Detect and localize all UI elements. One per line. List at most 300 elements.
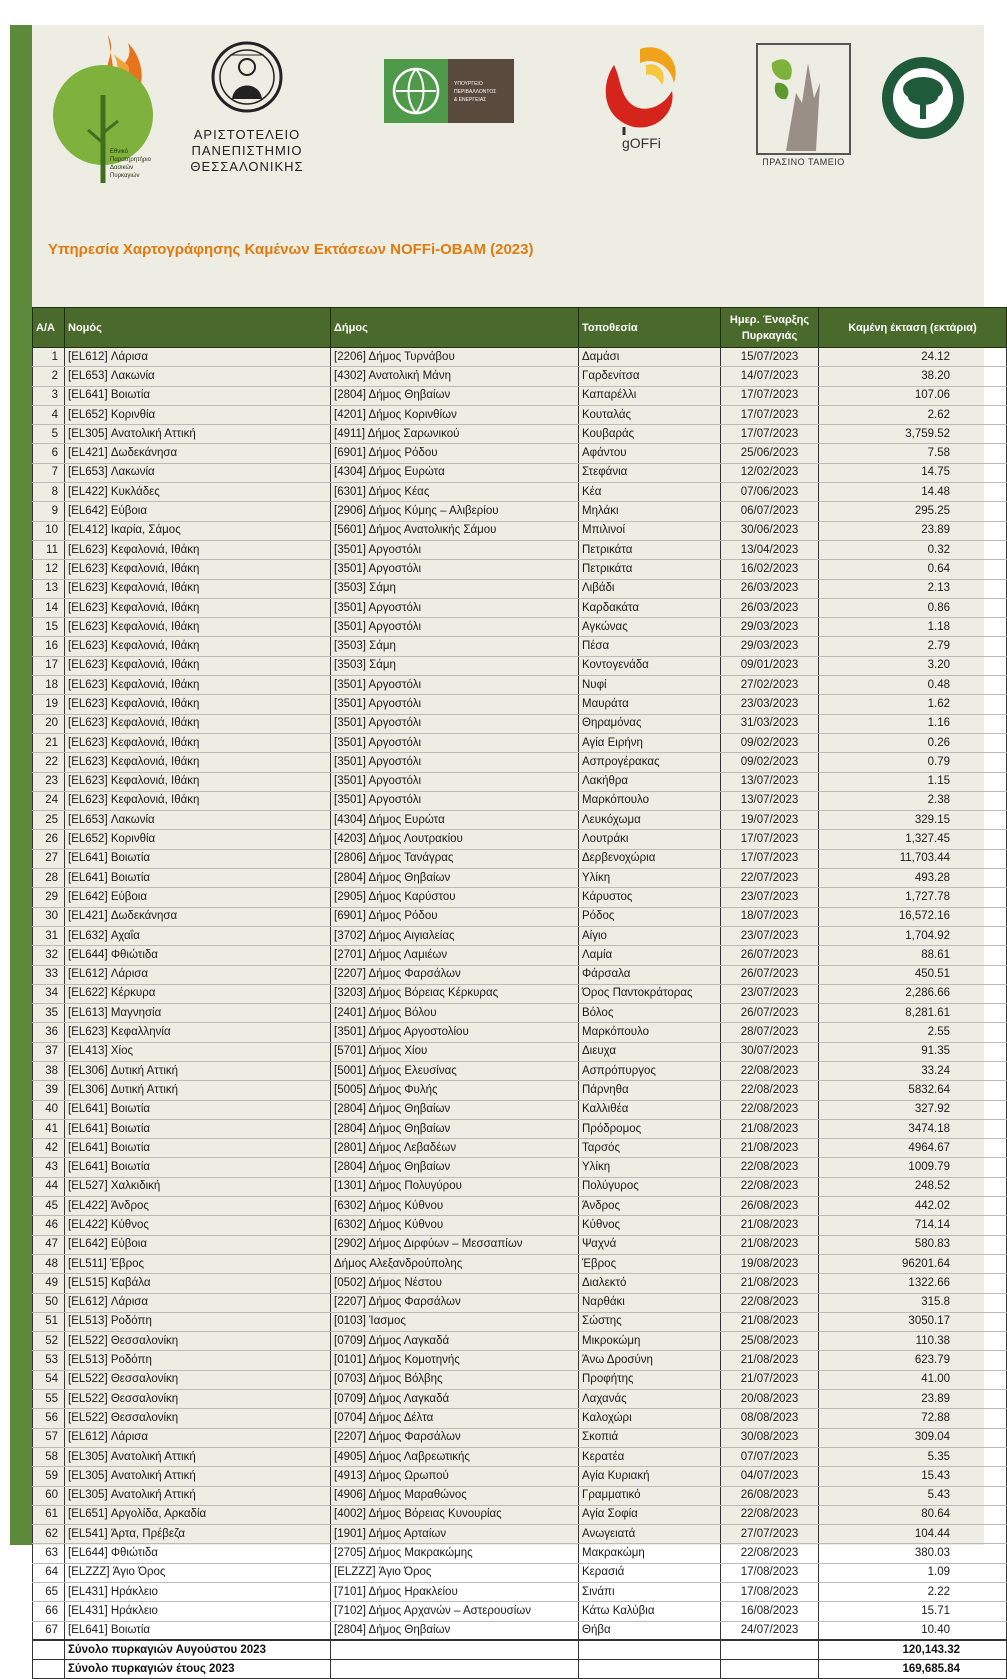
row-municipality: [2804] Δήμος Θηβαίων: [331, 869, 579, 888]
row-date: 26/07/2023: [721, 946, 819, 965]
row-area: 72.88: [819, 1409, 1007, 1428]
row-area: 14.48: [819, 483, 1007, 502]
row-municipality: [4302] Ανατολική Μάνη: [331, 367, 579, 386]
row-area: 0.86: [819, 598, 1007, 617]
row-num: 45: [33, 1197, 65, 1216]
table-row: [33, 695, 1007, 714]
row-prefecture: [EL644] Φθιώτιδα: [65, 1544, 331, 1563]
row-prefecture: [EL641] Βοιωτία: [65, 386, 331, 405]
row-num: 27: [33, 849, 65, 868]
row-date: 07/06/2023: [721, 483, 819, 502]
row-municipality: [2804] Δήμος Θηβαίων: [331, 1621, 579, 1640]
row-location: Άνω Δροσύνη: [579, 1351, 721, 1370]
row-date: 23/03/2023: [721, 695, 819, 714]
row-location: Πάρνηθα: [579, 1081, 721, 1100]
table-row: [33, 637, 1007, 656]
green-fund-text: ΠΡΑΣΙΝΟ ΤΑΜΕΙΟ: [762, 157, 845, 167]
row-prefecture: [EL305] Ανατολική Αττική: [65, 1486, 331, 1505]
row-location: Προφήτης: [579, 1370, 721, 1389]
row-prefecture: [ELZZZ] Άγιο Όρος: [65, 1563, 331, 1582]
row-prefecture: [EL623] Κεφαλονιά, Ιθάκη: [65, 733, 331, 752]
row-municipality: [5001] Δήμος Ελευσίνας: [331, 1061, 579, 1080]
svg-text:Πυρκαγιών: Πυρκαγιών: [110, 173, 140, 179]
row-prefecture: [EL623] Κεφαλονιά, Ιθάκη: [65, 656, 331, 675]
row-date: 26/03/2023: [721, 579, 819, 598]
burned-areas-table: [32, 307, 1007, 1679]
auth-name-line-2: ΠΑΝΕΠΙΣΤΗΜΙΟ: [191, 143, 303, 158]
row-prefecture: [EL513] Ροδόπη: [65, 1312, 331, 1331]
forest-seal-icon: [880, 55, 966, 141]
row-num: 50: [33, 1293, 65, 1312]
row-location: Ταρσός: [579, 1139, 721, 1158]
row-date: 21/08/2023: [721, 1235, 819, 1254]
year-total-label: Σύνολο πυρκαγιών έτους 2023: [65, 1659, 331, 1678]
svg-text:ΥΠΟΥΡΓΕΙΟ: ΥΠΟΥΡΓΕΙΟ: [454, 81, 483, 87]
row-num: 11: [33, 540, 65, 559]
row-date: 13/07/2023: [721, 772, 819, 791]
table-row: [33, 502, 1007, 521]
row-prefecture: [EL641] Βοιωτία: [65, 869, 331, 888]
row-location: Διευχα: [579, 1042, 721, 1061]
row-location: Σινάπι: [579, 1583, 721, 1602]
row-location: Αγία Ειρήνη: [579, 733, 721, 752]
row-date: 26/03/2023: [721, 598, 819, 617]
table-row: [33, 907, 1007, 926]
row-date: 29/03/2023: [721, 637, 819, 656]
row-location: Νυφί: [579, 676, 721, 695]
row-municipality: [2206] Δήμος Τυρνάβου: [331, 348, 579, 367]
row-location: Αγκώνας: [579, 618, 721, 637]
auth-name-line-3: ΘΕΣΣΑΛΟΝΙΚΗΣ: [190, 159, 304, 174]
august-total-value: 120,143.32: [819, 1640, 1007, 1659]
row-num: 37: [33, 1042, 65, 1061]
row-location: Λαμία: [579, 946, 721, 965]
report-page: [10, 25, 984, 1675]
table-row: [33, 1100, 1007, 1119]
row-num: 21: [33, 733, 65, 752]
row-location: Ασπρογέρακας: [579, 753, 721, 772]
row-location: Ασπρόπυργος: [579, 1061, 721, 1080]
row-num: 55: [33, 1390, 65, 1409]
table-row: [33, 598, 1007, 617]
row-location: Γαρδενίτσα: [579, 367, 721, 386]
row-prefecture: [EL306] Δυτική Αττική: [65, 1081, 331, 1100]
row-num: 9: [33, 502, 65, 521]
row-area: 1.18: [819, 618, 1007, 637]
green-fund-tree-icon: [756, 43, 851, 155]
row-num: 64: [33, 1563, 65, 1582]
row-date: 07/07/2023: [721, 1447, 819, 1466]
row-num: 56: [33, 1409, 65, 1428]
row-location: Κάτω Καλύβια: [579, 1602, 721, 1621]
row-prefecture: [EL522] Θεσσαλονίκη: [65, 1332, 331, 1351]
row-prefecture: [EL422] Κύθνος: [65, 1216, 331, 1235]
row-area: 1322.66: [819, 1274, 1007, 1293]
row-location: Θηραμόνας: [579, 714, 721, 733]
row-location: Κύθνος: [579, 1216, 721, 1235]
row-area: 5.35: [819, 1447, 1007, 1466]
table-row: [33, 1081, 1007, 1100]
row-municipality: [ELZZZ] Άγιο Όρος: [331, 1563, 579, 1582]
row-prefecture: [EL642] Εύβοια: [65, 1235, 331, 1254]
row-date: 20/08/2023: [721, 1390, 819, 1409]
table-body: [33, 348, 1007, 1641]
row-location: Γραμματικό: [579, 1486, 721, 1505]
row-date: 17/07/2023: [721, 386, 819, 405]
forest-service-logo: [880, 55, 966, 141]
row-municipality: [5601] Δήμος Ανατολικής Σάμου: [331, 521, 579, 540]
row-num: 16: [33, 637, 65, 656]
row-area: 1009.79: [819, 1158, 1007, 1177]
row-municipality: [2207] Δήμος Φαρσάλων: [331, 1293, 579, 1312]
row-area: 33.24: [819, 1061, 1007, 1080]
row-area: 442.02: [819, 1197, 1007, 1216]
row-location: Έβρος: [579, 1254, 721, 1273]
row-prefecture: [EL653] Λακωνία: [65, 463, 331, 482]
row-area: 1,727.78: [819, 888, 1007, 907]
row-date: 30/07/2023: [721, 1042, 819, 1061]
row-num: 1: [33, 348, 65, 367]
row-municipality: [2804] Δήμος Θηβαίων: [331, 1100, 579, 1119]
row-area: 2.62: [819, 405, 1007, 424]
table-row: [33, 791, 1007, 810]
row-municipality: [1901] Δήμος Αρταίων: [331, 1525, 579, 1544]
row-prefecture: [EL652] Κορινθία: [65, 830, 331, 849]
row-area: 110.38: [819, 1332, 1007, 1351]
row-prefecture: [EL623] Κεφαλονιά, Ιθάκη: [65, 676, 331, 695]
row-municipality: [4913] Δήμος Ωρωπού: [331, 1467, 579, 1486]
row-municipality: [2401] Δήμος Βόλου: [331, 1004, 579, 1023]
row-area: 0.48: [819, 676, 1007, 695]
table-row: [33, 1467, 1007, 1486]
row-municipality: [2207] Δήμος Φαρσάλων: [331, 1428, 579, 1447]
row-location: Όρος Παντοκράτορας: [579, 984, 721, 1003]
table-row: [33, 348, 1007, 367]
row-location: Ανωγειατά: [579, 1525, 721, 1544]
row-area: 5.43: [819, 1486, 1007, 1505]
table-row: [33, 1177, 1007, 1196]
row-area: 88.61: [819, 946, 1007, 965]
row-num: 6: [33, 444, 65, 463]
table-row: [33, 1602, 1007, 1621]
table-row: [33, 1486, 1007, 1505]
row-location: Κοντογενάδα: [579, 656, 721, 675]
table-row: [33, 405, 1007, 424]
table-row: [33, 830, 1007, 849]
row-area: 1.15: [819, 772, 1007, 791]
row-date: 26/07/2023: [721, 1004, 819, 1023]
row-prefecture: [EL413] Χίος: [65, 1042, 331, 1061]
row-area: 10.40: [819, 1621, 1007, 1640]
goffi-text: gOFFi: [622, 135, 661, 151]
row-municipality: [2701] Δήμος Λαμιέων: [331, 946, 579, 965]
row-area: 295.25: [819, 502, 1007, 521]
row-area: 2.55: [819, 1023, 1007, 1042]
row-location: Μαυράτα: [579, 695, 721, 714]
row-location: Υλίκη: [579, 1158, 721, 1177]
svg-text:Δασικών: Δασικών: [110, 165, 134, 171]
row-date: 14/07/2023: [721, 367, 819, 386]
row-municipality: [0502] Δήμος Νέστου: [331, 1274, 579, 1293]
row-municipality: [0703] Δήμος Βόλβης: [331, 1370, 579, 1389]
row-prefecture: [EL623] Κεφαλονιά, Ιθάκη: [65, 579, 331, 598]
row-municipality: [1301] Δήμος Πολυγύρου: [331, 1177, 579, 1196]
row-municipality: [2905] Δήμος Καρύστου: [331, 888, 579, 907]
table-row: [33, 869, 1007, 888]
table-row: [33, 1274, 1007, 1293]
observatory-logo: [48, 25, 160, 190]
row-municipality: [2801] Δήμος Λεβαδέων: [331, 1139, 579, 1158]
row-location: Κερατέα: [579, 1447, 721, 1466]
table-row: [33, 540, 1007, 559]
row-date: 27/02/2023: [721, 676, 819, 695]
row-prefecture: [EL623] Κεφαλονιά, Ιθάκη: [65, 598, 331, 617]
table-row: [33, 733, 1007, 752]
row-area: 1.16: [819, 714, 1007, 733]
table-row: [33, 1621, 1007, 1640]
row-location: Βόλος: [579, 1004, 721, 1023]
row-municipality: [3203] Δήμος Βόρειας Κέρκυρας: [331, 984, 579, 1003]
row-num: 65: [33, 1583, 65, 1602]
row-date: 21/08/2023: [721, 1351, 819, 1370]
row-num: 4: [33, 405, 65, 424]
row-area: 309.04: [819, 1428, 1007, 1447]
row-area: 38.20: [819, 367, 1007, 386]
row-num: 57: [33, 1428, 65, 1447]
row-date: 21/08/2023: [721, 1312, 819, 1331]
row-area: 7.58: [819, 444, 1007, 463]
row-location: Μηλάκι: [579, 502, 721, 521]
row-location: Θήβα: [579, 1621, 721, 1640]
row-prefecture: [EL305] Ανατολική Αττική: [65, 425, 331, 444]
row-location: Μικροκώμη: [579, 1332, 721, 1351]
row-prefecture: [EL422] Κυκλάδες: [65, 483, 331, 502]
svg-text:Εθνικό: Εθνικό: [110, 149, 128, 155]
row-num: 61: [33, 1505, 65, 1524]
row-date: 28/07/2023: [721, 1023, 819, 1042]
col-header-num: Α/Α: [33, 308, 65, 348]
row-prefecture: [EL612] Λάρισα: [65, 1293, 331, 1312]
row-location: Πετρικάτα: [579, 560, 721, 579]
row-prefecture: [EL642] Εύβοια: [65, 888, 331, 907]
ministry-emblem-icon: [384, 59, 514, 123]
row-date: 22/08/2023: [721, 1177, 819, 1196]
table-row: [33, 1254, 1007, 1273]
row-date: 09/01/2023: [721, 656, 819, 675]
row-date: 26/08/2023: [721, 1197, 819, 1216]
row-num: 18: [33, 676, 65, 695]
row-num: 43: [33, 1158, 65, 1177]
row-municipality: [6901] Δήμος Ρόδου: [331, 907, 579, 926]
table-row: [33, 1370, 1007, 1389]
table-row: [33, 1004, 1007, 1023]
row-area: 3.20: [819, 656, 1007, 675]
row-prefecture: [EL431] Ηράκλειο: [65, 1583, 331, 1602]
table-row: [33, 1332, 1007, 1351]
row-municipality: [4002] Δήμος Βόρειας Κυνουρίας: [331, 1505, 579, 1524]
svg-text:Παρατηρητήριο: Παρατηρητήριο: [110, 157, 151, 163]
row-municipality: [3501] Αργοστόλι: [331, 618, 579, 637]
row-municipality: [3501] Αργοστόλι: [331, 753, 579, 772]
row-municipality: [3503] Σάμη: [331, 656, 579, 675]
row-municipality: [2902] Δήμος Διρφύων – Μεσσαπίων: [331, 1235, 579, 1254]
table-row: [33, 1390, 1007, 1409]
row-date: 29/03/2023: [721, 618, 819, 637]
table-row: [33, 1563, 1007, 1582]
table-row: [33, 1351, 1007, 1370]
row-area: 4964.67: [819, 1139, 1007, 1158]
col-header-municipality: Δήμος: [331, 308, 579, 348]
row-location: Φάρσαλα: [579, 965, 721, 984]
row-location: Σκοπιά: [579, 1428, 721, 1447]
row-municipality: [2705] Δήμος Μακρακώμης: [331, 1544, 579, 1563]
row-prefecture: [EL651] Αργολίδα, Αρκαδία: [65, 1505, 331, 1524]
row-date: 16/08/2023: [721, 1602, 819, 1621]
table-row: [33, 1428, 1007, 1447]
row-num: 49: [33, 1274, 65, 1293]
row-date: 27/07/2023: [721, 1525, 819, 1544]
row-num: 19: [33, 695, 65, 714]
row-prefecture: [EL431] Ηράκλειο: [65, 1602, 331, 1621]
row-municipality: [0101] Δήμος Κομοτηνής: [331, 1351, 579, 1370]
table-row: [33, 1525, 1007, 1544]
row-municipality: [6302] Δήμος Κύθνου: [331, 1197, 579, 1216]
row-area: 329.15: [819, 811, 1007, 830]
row-num: 59: [33, 1467, 65, 1486]
row-num: 39: [33, 1081, 65, 1100]
table-row: [33, 367, 1007, 386]
row-municipality: [0103] Ίασμος: [331, 1312, 579, 1331]
row-prefecture: [EL623] Κεφαλονιά, Ιθάκη: [65, 772, 331, 791]
row-municipality: [3501] Αργοστόλι: [331, 714, 579, 733]
row-num: 12: [33, 560, 65, 579]
row-location: Πετρικάτα: [579, 540, 721, 559]
row-num: 51: [33, 1312, 65, 1331]
ministry-logo: [384, 59, 514, 123]
row-municipality: [6301] Δήμος Κέας: [331, 483, 579, 502]
row-municipality: [4201] Δήμος Κορινθίων: [331, 405, 579, 424]
row-prefecture: [EL623] Κεφαλληνία: [65, 1023, 331, 1042]
row-date: 17/07/2023: [721, 425, 819, 444]
row-date: 22/08/2023: [721, 1081, 819, 1100]
row-prefecture: [EL305] Ανατολική Αττική: [65, 1467, 331, 1486]
row-date: 22/08/2023: [721, 1544, 819, 1563]
row-prefecture: [EL623] Κεφαλονιά, Ιθάκη: [65, 560, 331, 579]
row-location: Καλλιθέα: [579, 1100, 721, 1119]
year-total-value: 169,685.84: [819, 1659, 1007, 1678]
row-num: 30: [33, 907, 65, 926]
row-location: Μαρκόπουλο: [579, 1023, 721, 1042]
col-header-date: Ημερ. Έναρξης Πυρκαγιάς: [721, 308, 819, 348]
row-num: 17: [33, 656, 65, 675]
row-prefecture: [EL511] Έβρος: [65, 1254, 331, 1273]
row-municipality: [2804] Δήμος Θηβαίων: [331, 386, 579, 405]
row-location: Δερβενοχώρια: [579, 849, 721, 868]
row-municipality: [3501] Αργοστόλι: [331, 540, 579, 559]
row-prefecture: [EL623] Κεφαλονιά, Ιθάκη: [65, 791, 331, 810]
row-municipality: [0709] Δήμος Λαγκαδά: [331, 1332, 579, 1351]
row-prefecture: [EL623] Κεφαλονιά, Ιθάκη: [65, 753, 331, 772]
row-location: Άνδρος: [579, 1197, 721, 1216]
row-municipality: [3501] Αργοστόλι: [331, 598, 579, 617]
row-date: 21/08/2023: [721, 1216, 819, 1235]
row-municipality: [4905] Δήμος Λαβρεωτικής: [331, 1447, 579, 1466]
row-area: 8,281.61: [819, 1004, 1007, 1023]
table-row: [33, 618, 1007, 637]
row-municipality: [2207] Δήμος Φαρσάλων: [331, 965, 579, 984]
row-date: 09/02/2023: [721, 753, 819, 772]
row-date: 22/08/2023: [721, 1100, 819, 1119]
row-num: 46: [33, 1216, 65, 1235]
row-location: Λουτράκι: [579, 830, 721, 849]
row-municipality: [7102] Δήμος Αρχανών – Αστερουσίων: [331, 1602, 579, 1621]
row-num: 13: [33, 579, 65, 598]
row-location: Πέσα: [579, 637, 721, 656]
table-row: [33, 463, 1007, 482]
row-area: 41.00: [819, 1370, 1007, 1389]
row-location: Δαμάσι: [579, 348, 721, 367]
row-area: 2.13: [819, 579, 1007, 598]
flame-tree-icon: [48, 25, 160, 190]
row-num: 53: [33, 1351, 65, 1370]
row-date: 13/07/2023: [721, 791, 819, 810]
table-row: [33, 965, 1007, 984]
row-prefecture: [EL623] Κεφαλονιά, Ιθάκη: [65, 714, 331, 733]
row-location: Λαχανάς: [579, 1390, 721, 1409]
table-row: [33, 946, 1007, 965]
row-num: 29: [33, 888, 65, 907]
row-num: 33: [33, 965, 65, 984]
row-date: 19/07/2023: [721, 811, 819, 830]
row-prefecture: [EL641] Βοιωτία: [65, 849, 331, 868]
row-num: 35: [33, 1004, 65, 1023]
table-row: [33, 560, 1007, 579]
row-prefecture: [EL623] Κεφαλονιά, Ιθάκη: [65, 695, 331, 714]
row-date: 24/07/2023: [721, 1621, 819, 1640]
row-num: 15: [33, 618, 65, 637]
row-municipality: [6302] Δήμος Κύθνου: [331, 1216, 579, 1235]
row-num: 38: [33, 1061, 65, 1080]
row-municipality: [0704] Δήμος Δέλτα: [331, 1409, 579, 1428]
row-date: 04/07/2023: [721, 1467, 819, 1486]
table-row: [33, 1119, 1007, 1138]
row-prefecture: [EL652] Κορινθία: [65, 405, 331, 424]
row-municipality: [2804] Δήμος Θηβαίων: [331, 1119, 579, 1138]
row-area: 623.79: [819, 1351, 1007, 1370]
table-row: [33, 1447, 1007, 1466]
row-location: Λακήθρα: [579, 772, 721, 791]
row-location: Κουβαράς: [579, 425, 721, 444]
auth-name-line-1: ΑΡΙΣΤΟΤΕΛΕΙΟ: [193, 127, 301, 142]
row-num: 23: [33, 772, 65, 791]
table-row: [33, 1544, 1007, 1563]
row-prefecture: [EL612] Λάρισα: [65, 1428, 331, 1447]
row-location: Λευκόχωμα: [579, 811, 721, 830]
row-date: 22/08/2023: [721, 1293, 819, 1312]
row-area: 24.12: [819, 348, 1007, 367]
row-area: 580.83: [819, 1235, 1007, 1254]
row-prefecture: [EL522] Θεσσαλονίκη: [65, 1370, 331, 1389]
row-municipality: [6901] Δήμος Ρόδου: [331, 444, 579, 463]
row-date: 23/07/2023: [721, 984, 819, 1003]
row-area: 493.28: [819, 869, 1007, 888]
row-area: 714.14: [819, 1216, 1007, 1235]
table-row: [33, 984, 1007, 1003]
row-date: 21/08/2023: [721, 1274, 819, 1293]
row-date: 06/07/2023: [721, 502, 819, 521]
row-area: 2.22: [819, 1583, 1007, 1602]
row-date: 26/07/2023: [721, 965, 819, 984]
